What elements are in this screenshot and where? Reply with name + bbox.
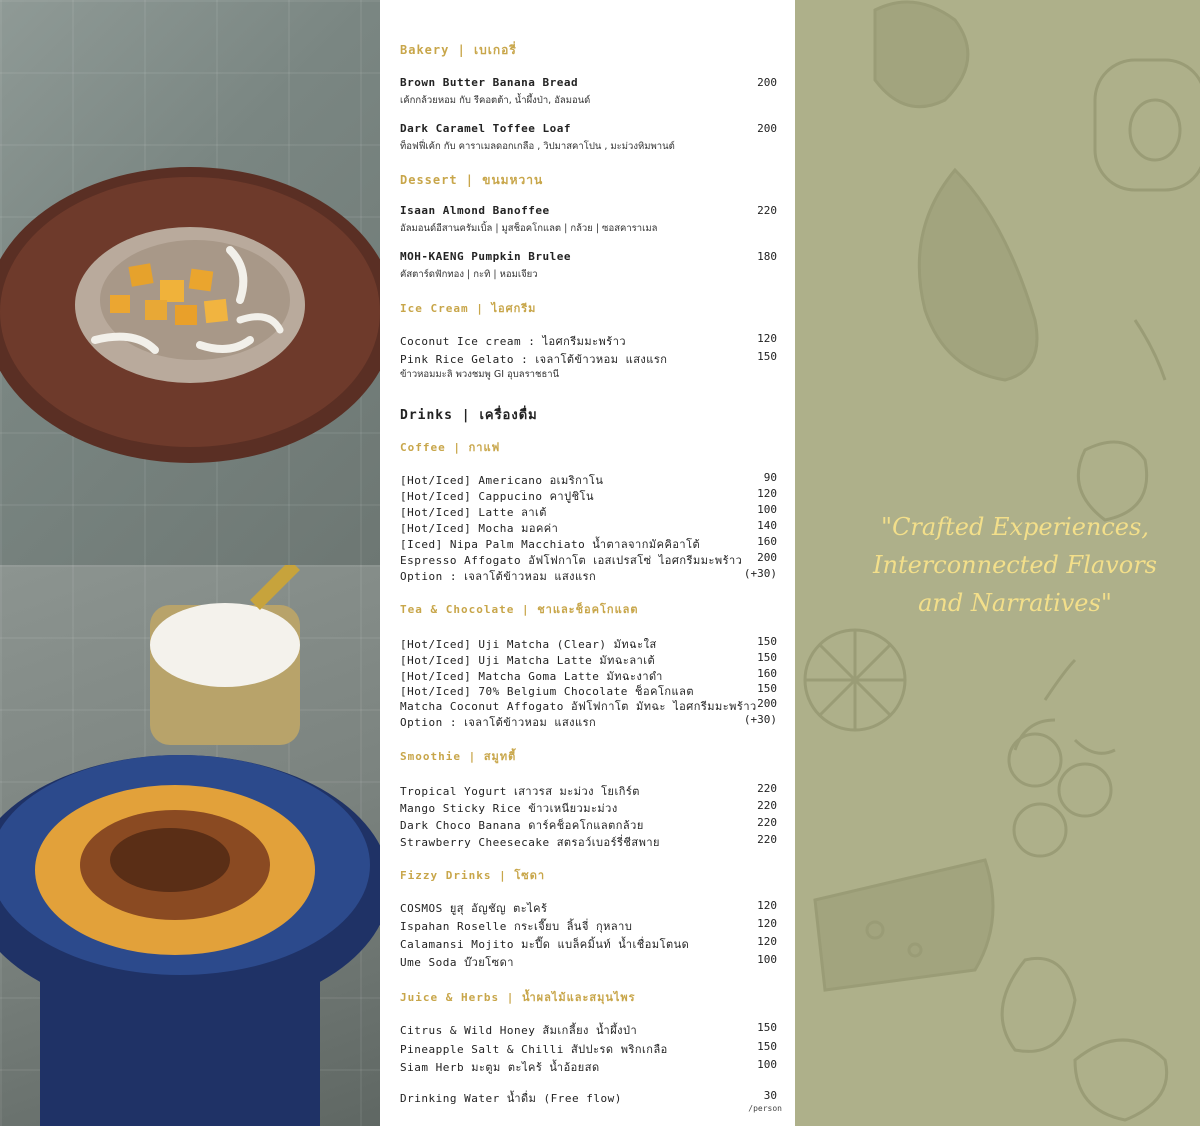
menu-item-espresso-affogato: Espresso Affogato อัฟโฟกาโต เอสเปรสโซ่ ไอศกรีมมะพร้าว	[400, 554, 743, 567]
menu-item-drinking-water: Drinking Water น้ำดื่ม (Free flow)	[400, 1092, 622, 1105]
menu-item-ume-soda: Ume Soda บ๊วยโซดา	[400, 956, 514, 969]
price-unit-per-person: /person	[748, 1104, 782, 1113]
price-toffee-loaf: 200	[757, 122, 777, 135]
menu-item-calamansi-mojito: Calamansi Mojito มะปี๊ด แบล็คมิ้นท์ น้ำเชื่อมโตนด	[400, 938, 690, 951]
price-banoffee: 220	[757, 204, 777, 217]
menu-item-mocha: [Hot/Iced] Mocha มอคค่า	[400, 522, 559, 535]
menu-item-siam-herb: Siam Herb มะตูม ตะไคร้ น้ำอ้อยสด	[400, 1061, 600, 1074]
menu-item-tropical-yogurt: Tropical Yogurt เสาวรส มะม่วง โยเกิร์ต	[400, 785, 640, 798]
pumpkin-brulee-photo	[0, 565, 380, 1126]
price-americano: 90	[763, 471, 777, 484]
section-ice-cream: Ice Cream | ไอศกรีม	[400, 302, 537, 315]
decorative-panel	[795, 0, 1200, 1126]
section-smoothie: Smoothie | สมูทตี้	[400, 750, 517, 763]
price-uji-matcha-clear: 150	[757, 635, 777, 648]
menu-item-uji-matcha-clear: [Hot/Iced] Uji Matcha (Clear) มัทฉะใส	[400, 638, 657, 651]
price-cosmos: 120	[757, 899, 777, 912]
section-fizzy-drinks: Fizzy Drinks | โซดา	[400, 869, 546, 882]
quote-line-3: and Narratives"	[918, 589, 1112, 617]
price-banana-bread: 200	[757, 76, 777, 89]
menu-item-pineapple-salt-chilli: Pineapple Salt & Chilli สัปปะรด พริกเกลือ	[400, 1043, 668, 1056]
section-tea-chocolate: Tea & Chocolate | ชาและช็อคโกแลต	[400, 603, 639, 616]
coffee-option: Option : เจลาโต้ข้าวหอม แสงแรก	[400, 570, 597, 583]
price-latte: 100	[757, 503, 777, 516]
menu-item-pumpkin-brulee: MOH-KAENG Pumpkin Brulee	[400, 250, 571, 263]
price-matcha-affogato: 200	[757, 697, 777, 710]
tea-option: Option : เจลาโต้ข้าวหอม แสงแรก	[400, 716, 597, 729]
menu-item-mango-sticky-rice: Mango Sticky Rice ข้าวเหนียวมะม่วง	[400, 802, 618, 815]
menu-item-banana-bread: Brown Butter Banana Bread	[400, 76, 579, 89]
price-tropical-yogurt: 220	[757, 782, 777, 795]
price-tea-option: (+30)	[743, 713, 777, 726]
price-calamansi-mojito: 120	[757, 935, 777, 948]
menu-item-dark-choco-banana: Dark Choco Banana ดาร์คช็อคโกแลตกล้วย	[400, 819, 644, 832]
menu-item-matcha-affogato: Matcha Coconut Affogato อัฟโฟกาโต มัทฉะ ไอศกรีมมะพร้าว	[400, 700, 757, 713]
price-coconut-ice-cream: 120	[757, 332, 777, 345]
menu-item-ispahan-roselle: Ispahan Roselle กระเจี๊ยบ ลิ้นจี่ กุหลาบ	[400, 920, 633, 933]
quote-line-1: "Crafted Experiences,	[881, 513, 1149, 541]
price-uji-matcha-latte: 150	[757, 651, 777, 664]
desc-banoffee: อัลมอนด์อีสานครัมเบิ้ล | มูสช็อคโกแลต | กล้วย | ซอสคาราเมล	[400, 223, 658, 234]
price-siam-herb: 100	[757, 1058, 777, 1071]
section-coffee: Coffee | กาแฟ	[400, 441, 501, 454]
menu-item-americano: [Hot/Iced] Americano อเมริกาโน	[400, 474, 604, 487]
section-drinks: Drinks | เครื่องดื่ม	[400, 408, 538, 423]
price-belgium-chocolate: 150	[757, 682, 777, 695]
quote-line-2: Interconnected Flavors	[873, 551, 1157, 579]
section-juice-herbs: Juice & Herbs | น้ำผลไม้และสมุนไพร	[400, 991, 636, 1004]
price-coffee-option: (+30)	[743, 567, 777, 580]
price-espresso-affogato: 200	[757, 551, 777, 564]
price-pumpkin-brulee: 180	[757, 250, 777, 263]
price-ume-soda: 100	[757, 953, 777, 966]
desc-banana-bread: เค้กกล้วยหอม กับ รีคอตต้า, น้ำผึ้งป่า, อัลมอนด์	[400, 95, 591, 106]
price-nipa-macchiato: 160	[757, 535, 777, 548]
price-pineapple-salt-chilli: 150	[757, 1040, 777, 1053]
desc-toffee-loaf: ท็อฟฟี่เค้ก กับ คาราเมลดอกเกลือ , วิปมาสคาโปน , มะม่วงหิมพานต์	[400, 141, 675, 152]
price-mocha: 140	[757, 519, 777, 532]
menu-item-cosmos: COSMOS ยูสุ อัญชัญ ตะไคร้	[400, 902, 548, 915]
menu-item-matcha-goma: [Hot/Iced] Matcha Goma Latte มัทฉะงาดำ	[400, 670, 663, 683]
menu-item-toffee-loaf: Dark Caramel Toffee Loaf	[400, 122, 571, 135]
price-citrus-wild-honey: 150	[757, 1021, 777, 1034]
price-strawberry-cheesecake: 220	[757, 833, 777, 846]
price-drinking-water: 30	[763, 1089, 777, 1102]
menu-item-nipa-macchiato: [Iced] Nipa Palm Macchiato น้ำตาลจากมัคคิอาโต้	[400, 538, 701, 551]
oatmeal-mango-photo	[0, 0, 380, 565]
menu-item-banoffee: Isaan Almond Banoffee	[400, 204, 550, 217]
menu-item-coconut-ice-cream: Coconut Ice cream : ไอศกรีมมะพร้าว	[400, 335, 627, 348]
price-ispahan-roselle: 120	[757, 917, 777, 930]
menu-item-citrus-wild-honey: Citrus & Wild Honey ส้มเกลี้ยง น้ำผึ้งป่า	[400, 1024, 638, 1037]
menu-item-belgium-chocolate: [Hot/Iced] 70% Belgium Chocolate ช็อคโกแลต	[400, 685, 695, 698]
price-matcha-goma: 160	[757, 667, 777, 680]
menu-item-uji-matcha-latte: [Hot/Iced] Uji Matcha Latte มัทฉะลาเต้	[400, 654, 656, 667]
menu-item-cappucino: [Hot/Iced] Cappucino คาปูชิโน	[400, 490, 594, 503]
menu-item-pink-rice-gelato: Pink Rice Gelato : เจลาโต้ข้าวหอม แสงแรก	[400, 353, 668, 366]
tagline-quote	[830, 508, 1200, 622]
desc-pink-rice-gelato: ข้าวหอมมะลิ พวงชมพู GI อุบลราชธานี	[400, 369, 560, 380]
price-mango-sticky-rice: 220	[757, 799, 777, 812]
price-cappucino: 120	[757, 487, 777, 500]
price-pink-rice-gelato: 150	[757, 350, 777, 363]
desc-pumpkin-brulee: คัสตาร์ดฟักทอง | กะทิ | หอมเจียว	[400, 269, 538, 280]
menu-item-strawberry-cheesecake: Strawberry Cheesecake สตรอว์เบอร์รี่ชีสพาย	[400, 836, 660, 849]
menu-item-latte: [Hot/Iced] Latte ลาเต้	[400, 506, 547, 519]
section-bakery: Bakery | เบเกอรี่	[400, 43, 517, 57]
price-dark-choco-banana: 220	[757, 816, 777, 829]
section-dessert: Dessert | ขนมหวาน	[400, 173, 544, 187]
